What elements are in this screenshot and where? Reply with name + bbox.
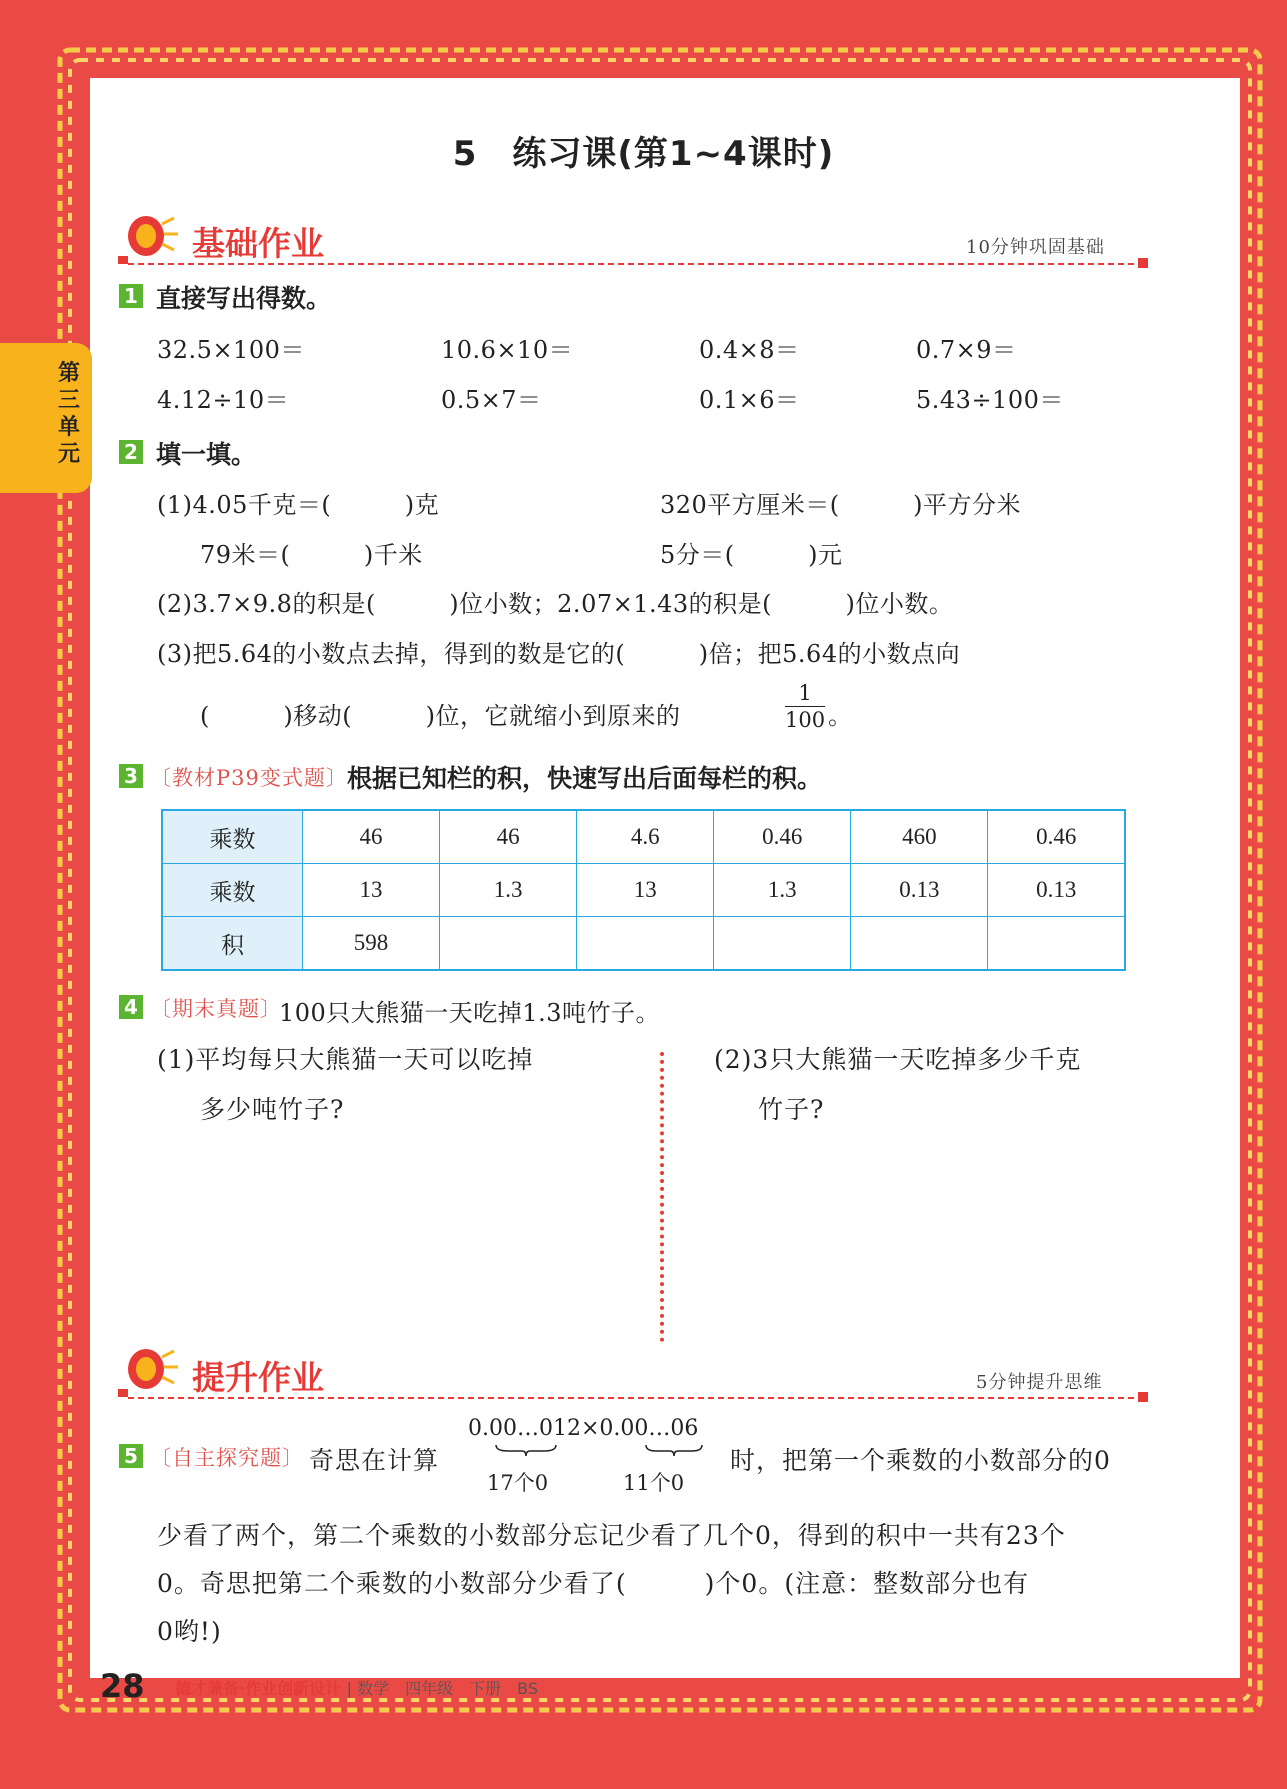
question-tag: 〔教材P39变式题〕 xyxy=(150,766,348,790)
question-text: 0哟!) xyxy=(157,1617,222,1646)
section-divider xyxy=(128,1397,1144,1399)
table-cell: 0.13 xyxy=(851,864,988,917)
sub-question: (2)3只大熊猫一天吃掉多少千克 xyxy=(714,1045,1082,1074)
table-cell: 1.3 xyxy=(714,864,851,917)
bell-icon xyxy=(118,1345,180,1397)
fraction-numerator: 1 xyxy=(785,680,825,707)
page-number: 28 xyxy=(100,1667,145,1705)
table-cell: 460 xyxy=(851,810,988,864)
question-number: 4 xyxy=(119,995,143,1019)
fraction xyxy=(785,680,825,733)
footer-brand xyxy=(175,1676,538,1699)
table-cell: 13 xyxy=(577,864,714,917)
calc-item: 0.5×7＝ xyxy=(441,386,542,414)
section-note-basic: 10分钟巩固基础 xyxy=(966,237,1105,258)
question-number: 3 xyxy=(119,764,143,788)
question-text: 0。奇思把第二个乘数的小数部分少看了( )个0。(注意：整数部分也有 xyxy=(157,1569,1030,1598)
question-number: 1 xyxy=(119,284,143,308)
calc-item: 4.12÷10＝ xyxy=(157,386,290,414)
table-row xyxy=(162,864,1125,917)
column-divider xyxy=(660,1052,664,1342)
section-divider-end xyxy=(1138,1392,1148,1402)
question-title: 直接写出得数。 xyxy=(156,284,332,313)
footer-brand-name: 德才兼备·作业创新设计 xyxy=(175,1679,342,1698)
table-header-cell: 乘数 xyxy=(162,864,303,917)
question-tag: 〔自主探究题〕 xyxy=(150,1446,304,1470)
table-cell: 46 xyxy=(303,810,440,864)
answer-cell[interactable] xyxy=(440,917,577,971)
table-cell: 0.13 xyxy=(988,864,1125,917)
sub-question: (1)平均每只大熊猫一天可以吃掉 xyxy=(157,1045,534,1074)
question-text: 时，把第一个乘数的小数部分的0 xyxy=(730,1446,1111,1475)
sub-question: 竹子? xyxy=(758,1095,825,1124)
brace-shape xyxy=(644,1443,704,1457)
unit-tab-char: 元 xyxy=(57,442,80,467)
footer-subject: | 数学 四年级 下册 BS xyxy=(346,1679,539,1698)
fill-item: 79米＝( )千米 xyxy=(200,541,423,569)
calc-item: 10.6×10＝ xyxy=(441,336,574,364)
answer-cell[interactable] xyxy=(714,917,851,971)
question-number: 2 xyxy=(119,440,143,464)
calc-item: 0.7×9＝ xyxy=(916,336,1017,364)
brace-label: 11个0 xyxy=(623,1471,685,1495)
fill-item: (2)3.7×9.8的积是( )位小数；2.07×1.43的积是( )位小数。 xyxy=(157,590,954,618)
unit-tab-char: 三 xyxy=(57,388,80,413)
section-divider-end xyxy=(1138,258,1148,268)
fill-item: 320平方厘米＝( )平方分米 xyxy=(660,491,1022,519)
answer-cell[interactable] xyxy=(851,917,988,971)
table-header-cell: 乘数 xyxy=(162,810,303,864)
section-heading-basic: 基础作业 xyxy=(192,224,324,263)
table-cell: 0.46 xyxy=(988,810,1125,864)
table-cell: 1.3 xyxy=(440,864,577,917)
fill-item: ( )移动( )位，它就缩小到原来的 xyxy=(200,702,681,730)
calc-item: 32.5×100＝ xyxy=(157,336,305,364)
fill-item: (3)把5.64的小数点去掉，得到的数是它的( )倍；把5.64的小数点向 xyxy=(157,640,961,668)
section-heading-advanced: 提升作业 xyxy=(192,1358,324,1397)
answer-cell[interactable] xyxy=(988,917,1125,971)
fill-item-end: 。 xyxy=(828,702,853,730)
table-cell: 13 xyxy=(303,864,440,917)
table-header-cell: 积 xyxy=(162,917,303,971)
question-text: 100只大熊猫一天吃掉1.3吨竹子。 xyxy=(279,999,660,1027)
question-title: 根据已知栏的积，快速写出后面每栏的积。 xyxy=(347,764,823,793)
fraction-denominator: 100 xyxy=(785,708,826,732)
question-text: 少看了两个，第二个乘数的小数部分忘记少看了几个0，得到的积中一共有23个 xyxy=(157,1521,1066,1550)
unit-tab-char: 第 xyxy=(57,361,80,386)
calc-item: 5.43÷100＝ xyxy=(916,386,1064,414)
answer-cell[interactable] xyxy=(577,917,714,971)
table-cell: 0.46 xyxy=(714,810,851,864)
bell-icon xyxy=(118,212,180,264)
product-table xyxy=(161,809,1126,971)
sub-question: 多少吨竹子? xyxy=(200,1095,345,1124)
fill-item: (1)4.05千克＝( )克 xyxy=(157,491,440,519)
question-text: 奇思在计算 xyxy=(309,1446,440,1475)
question-number: 5 xyxy=(119,1444,143,1468)
table-cell: 46 xyxy=(440,810,577,864)
table-row xyxy=(162,810,1125,864)
question-title: 填一填。 xyxy=(156,440,257,469)
expression: 0.00…012×0.00…06 xyxy=(468,1416,699,1441)
fill-item: 5分＝( )元 xyxy=(660,541,843,569)
section-divider xyxy=(128,263,1144,265)
page-title: 5 练习课(第1~4课时) xyxy=(452,134,835,174)
table-row xyxy=(162,917,1125,971)
brace-shape xyxy=(494,1443,558,1457)
unit-tab-label xyxy=(52,360,86,468)
question-tag: 〔期末真题〕 xyxy=(150,997,282,1021)
table-cell: 598 xyxy=(303,917,440,971)
section-note-advanced: 5分钟提升思维 xyxy=(976,1372,1103,1393)
unit-tab-char: 单 xyxy=(57,415,80,440)
brace-label: 17个0 xyxy=(487,1471,549,1495)
calc-item: 0.4×8＝ xyxy=(699,336,800,364)
calc-item: 0.1×6＝ xyxy=(699,386,800,414)
table-cell: 4.6 xyxy=(577,810,714,864)
